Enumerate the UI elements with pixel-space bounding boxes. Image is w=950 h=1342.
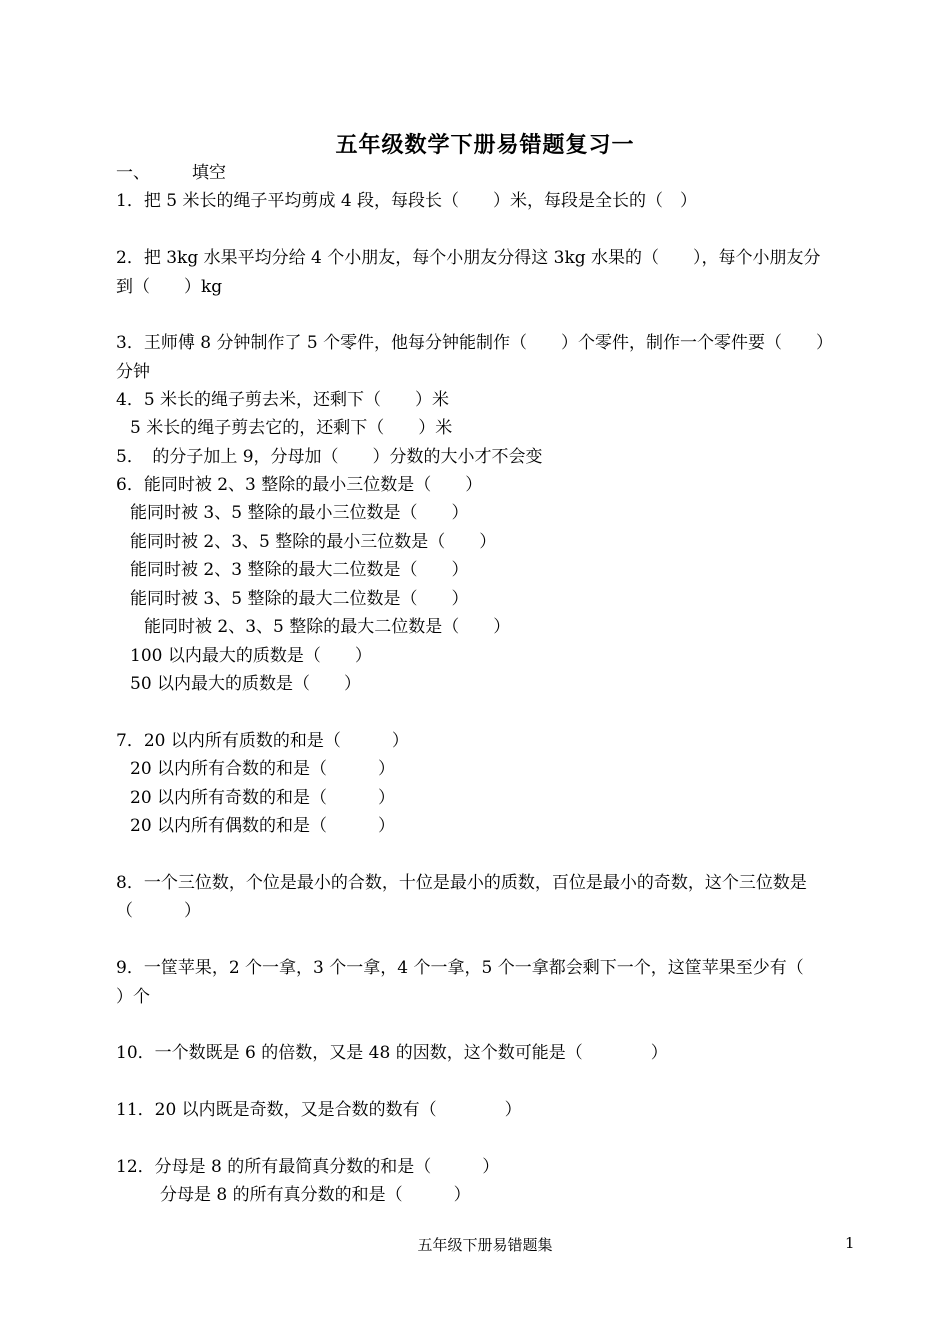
question-6-sub: 能同时被 3、5 整除的最小三位数是（ ） <box>130 503 469 523</box>
question-3-continued: 分钟 <box>116 362 150 382</box>
question-6-sub: 能同时被 2、3、5 整除的最大二位数是（ ） <box>144 617 511 637</box>
question-1: 1．把 5 米长的绳子平均剪成 4 段，每段长（ ）米，每段是全长的（ ） <box>116 191 698 211</box>
question-12-sub: 分母是 8 的所有真分数的和是（ ） <box>160 1185 471 1205</box>
page-number: 1 <box>845 1234 855 1252</box>
question-8: 8．一个三位数，个位是最小的合数，十位是最小的质数，百位是最小的奇数，这个三位数是 <box>116 873 807 893</box>
footer-text: 五年级下册易错题集 <box>417 1236 553 1254</box>
question-4-sub: 5 米长的绳子剪去它的，还剩下（ ）米 <box>130 418 453 438</box>
question-9-continued: ）个 <box>116 987 150 1007</box>
question-9: 9．一筐苹果，2 个一拿，3 个一拿，4 个一拿，5 个一拿都会剩下一个，这筐苹果至少有（ <box>116 958 804 978</box>
question-2: 2．把 3kg 水果平均分给 4 个小朋友，每个小朋友分得这 3kg 水果的（ ），每个小朋友分 <box>116 248 821 268</box>
question-7-sub: 20 以内所有合数的和是（ ） <box>130 759 396 779</box>
question-2-continued: 到（ ）kg <box>116 277 223 297</box>
page-title: 五年级数学下册易错题复习一 <box>335 133 635 158</box>
question-8-continued: （ ） <box>116 901 201 921</box>
question-4: 4．5 米长的绳子剪去米，还剩下（ ）米 <box>116 390 450 410</box>
question-6-sub: 能同时被 2、3 整除的最大二位数是（ ） <box>130 560 469 580</box>
question-6: 6．能同时被 2、3 整除的最小三位数是（ ） <box>116 475 483 495</box>
question-7-sub: 20 以内所有偶数的和是（ ） <box>130 816 396 836</box>
section-number: 一、 <box>116 163 150 183</box>
question-6-sub: 能同时被 2、3、5 整除的最小三位数是（ ） <box>130 532 497 552</box>
question-6-sub: 能同时被 3、5 整除的最大二位数是（ ） <box>130 589 469 609</box>
section-heading: 填空 <box>192 163 226 183</box>
question-5: 5． 的分子加上 9，分母加（ ）分数的大小才不会变 <box>116 447 543 467</box>
question-3: 3．王师傅 8 分钟制作了 5 个零件，他每分钟能制作（ ）个零件，制作一个零件要（ ） <box>116 333 834 353</box>
question-7: 7．20 以内所有质数的和是（ ） <box>116 731 409 751</box>
question-10: 10．一个数既是 6 的倍数，又是 48 的因数，这个数可能是（ ） <box>116 1043 668 1063</box>
question-11: 11．20 以内既是奇数，又是合数的数有（ ） <box>116 1100 522 1120</box>
question-7-sub: 20 以内所有奇数的和是（ ） <box>130 788 396 808</box>
question-12: 12．分母是 8 的所有最简真分数的和是（ ） <box>116 1157 500 1177</box>
question-6-sub: 100 以内最大的质数是（ ） <box>130 646 372 666</box>
question-6-sub: 50 以内最大的质数是（ ） <box>130 674 362 694</box>
